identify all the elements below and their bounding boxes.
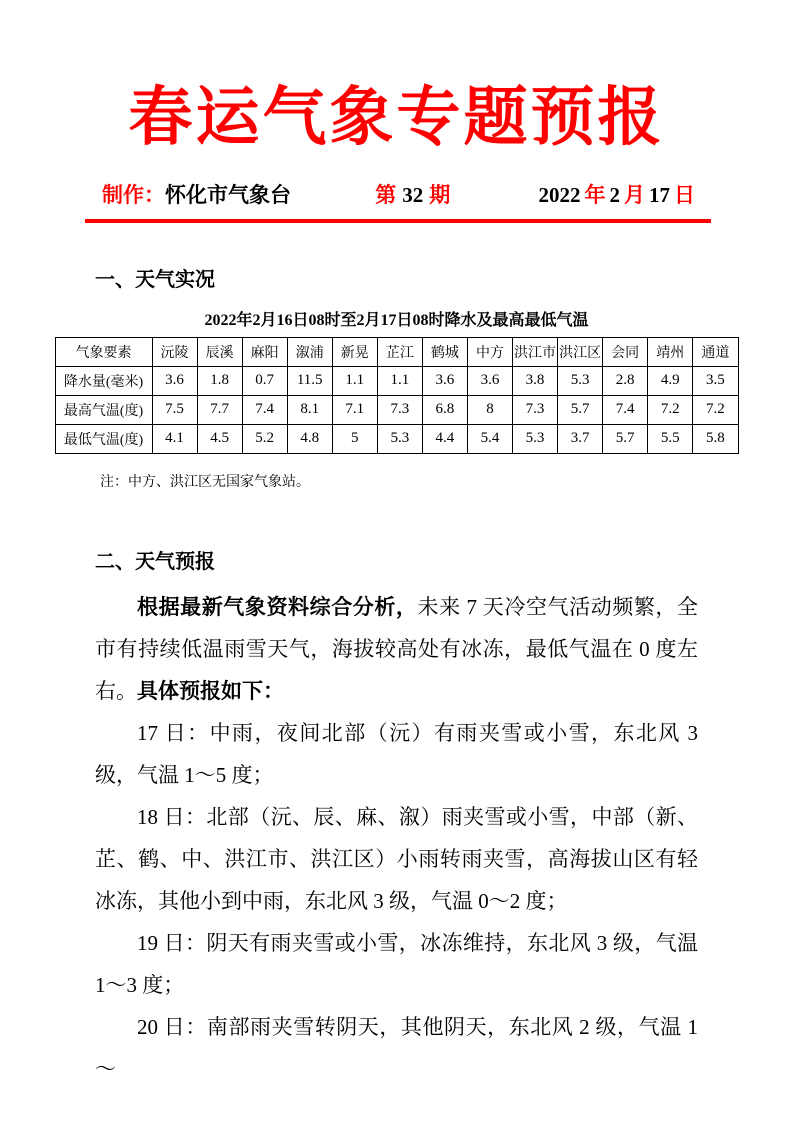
forecast-paragraph-day17: 17 日：中雨，夜间北部（沅）有雨夹雪或小雪，东北风 3 级，气温 1～5 度； (95, 720, 698, 787)
station-header-cell: 新晃 (332, 337, 377, 366)
forecast-paragraph-day18: 18 日：北部（沅、辰、麻、溆）雨夹雪或小雪，中部（新、芷、鹤、中、洪江市、洪江区）小雨转雨夹雪，高海拔山区有轻冰冻，其他小到中雨，东北风 3 级，气温 0～2 度； (95, 804, 698, 913)
issue-number (375, 179, 450, 209)
station-header-cell: 沅陵 (152, 337, 197, 366)
value-cell: 5.5 (648, 424, 693, 453)
station-header-cell: 中方 (467, 337, 512, 366)
forecast-intro-lead: 根据最新气象资料综合分析， (137, 594, 418, 619)
station-header-cell: 麻阳 (242, 337, 287, 366)
value-cell: 7.3 (513, 395, 558, 424)
table-note: 注：中方、洪江区无国家气象站。 (100, 474, 310, 490)
station-header-cell: 会同 (603, 337, 648, 366)
station-header-cell: 辰溪 (197, 337, 242, 366)
value-cell: 5.7 (558, 395, 603, 424)
issue-number-value: 32 (402, 182, 424, 207)
forecast-paragraph-day20: 20 日：南部雨夹雪转阴天，其他阴天，东北风 2 级，气温 1～ (95, 1014, 698, 1081)
value-cell: 3.6 (422, 366, 467, 395)
value-cell: 6.8 (422, 395, 467, 424)
value-cell: 7.2 (693, 395, 738, 424)
section-heading-weather-forecast: 二、天气预报 (95, 550, 215, 573)
table-row (55, 366, 738, 395)
date-month-unit: 月 (624, 182, 645, 207)
table-row (55, 337, 738, 366)
value-cell: 1.8 (197, 366, 242, 395)
value-cell: 8.1 (287, 395, 332, 424)
station-header-cell: 溆浦 (287, 337, 332, 366)
table-row (55, 395, 738, 424)
station-header-cell: 靖州 (648, 337, 693, 366)
value-cell: 7.5 (152, 395, 197, 424)
issue-date (535, 179, 696, 209)
producer-label: 制作： (102, 182, 165, 207)
weather-table-title: 2022年2月16日08时至2月17日08时降水及最高最低气温 (204, 311, 589, 329)
date-day-unit: 日 (674, 182, 695, 207)
value-cell: 7.2 (648, 395, 693, 424)
value-cell: 5.7 (603, 424, 648, 453)
value-cell: 2.8 (603, 366, 648, 395)
value-cell: 8 (467, 395, 512, 424)
forecast-intro-paragraph (95, 586, 698, 712)
value-cell: 4.5 (197, 424, 242, 453)
forecast-body (95, 586, 698, 1090)
station-header-cell: 通道 (693, 337, 738, 366)
value-cell: 5.3 (377, 424, 422, 453)
value-cell: 11.5 (287, 366, 332, 395)
date-month: 2 (609, 182, 620, 207)
producer-name: 怀化市气象台 (165, 182, 291, 207)
value-cell: 4.8 (287, 424, 332, 453)
date-year-unit: 年 (584, 182, 606, 207)
section-heading-weather-actual: 一、天气实况 (95, 268, 215, 291)
forecast-intro-body: 未来 7 天冷空气活动频繁，全市有持续低温雨雪天气，海拔较高处有冰冻，最低气温在 0 度左右。 (95, 594, 698, 703)
value-cell: 3.7 (558, 424, 603, 453)
issue-info-row (102, 179, 695, 209)
value-cell: 1.1 (332, 366, 377, 395)
value-cell: 3.5 (693, 366, 738, 395)
weather-table-body (55, 337, 738, 453)
value-cell: 4.9 (648, 366, 693, 395)
issue-prefix: 第 (375, 182, 397, 207)
table-row (55, 424, 738, 453)
row-label-cell: 降水量(毫米) (55, 366, 152, 395)
value-cell: 0.7 (242, 366, 287, 395)
value-cell: 5.3 (558, 366, 603, 395)
issue-suffix: 期 (429, 182, 451, 207)
row-label-cell: 最高气温(度) (55, 395, 152, 424)
value-cell: 4.1 (152, 424, 197, 453)
value-cell: 4.4 (422, 424, 467, 453)
station-header-cell: 芷江 (377, 337, 422, 366)
date-year: 2022 (538, 182, 581, 207)
value-cell: 5.4 (467, 424, 512, 453)
value-cell: 3.6 (152, 366, 197, 395)
row-label-cell: 最低气温(度) (55, 424, 152, 453)
value-cell: 7.4 (242, 395, 287, 424)
document-title: 春运气象专题预报 (128, 82, 665, 153)
value-cell: 3.8 (513, 366, 558, 395)
forecast-paragraph-day19: 19 日：阴天有雨夹雪或小雪，冰冻维持，东北风 3 级，气温 1～3 度； (95, 930, 698, 997)
weather-table (55, 337, 739, 454)
value-cell: 7.3 (377, 395, 422, 424)
station-header-cell: 鹤城 (422, 337, 467, 366)
date-day: 17 (649, 182, 670, 207)
forecast-intro-tail: 具体预报如下： (137, 678, 284, 703)
value-cell: 7.7 (197, 395, 242, 424)
value-cell: 5.3 (513, 424, 558, 453)
row-label-cell: 气象要素 (55, 337, 152, 366)
value-cell: 3.6 (467, 366, 512, 395)
value-cell: 5.8 (693, 424, 738, 453)
value-cell: 5 (332, 424, 377, 453)
station-header-cell: 洪江市 (513, 337, 558, 366)
producer (102, 179, 291, 209)
value-cell: 1.1 (377, 366, 422, 395)
station-header-cell: 洪江区 (558, 337, 603, 366)
value-cell: 5.2 (242, 424, 287, 453)
header-divider-rule (85, 219, 711, 223)
value-cell: 7.4 (603, 395, 648, 424)
value-cell: 7.1 (332, 395, 377, 424)
